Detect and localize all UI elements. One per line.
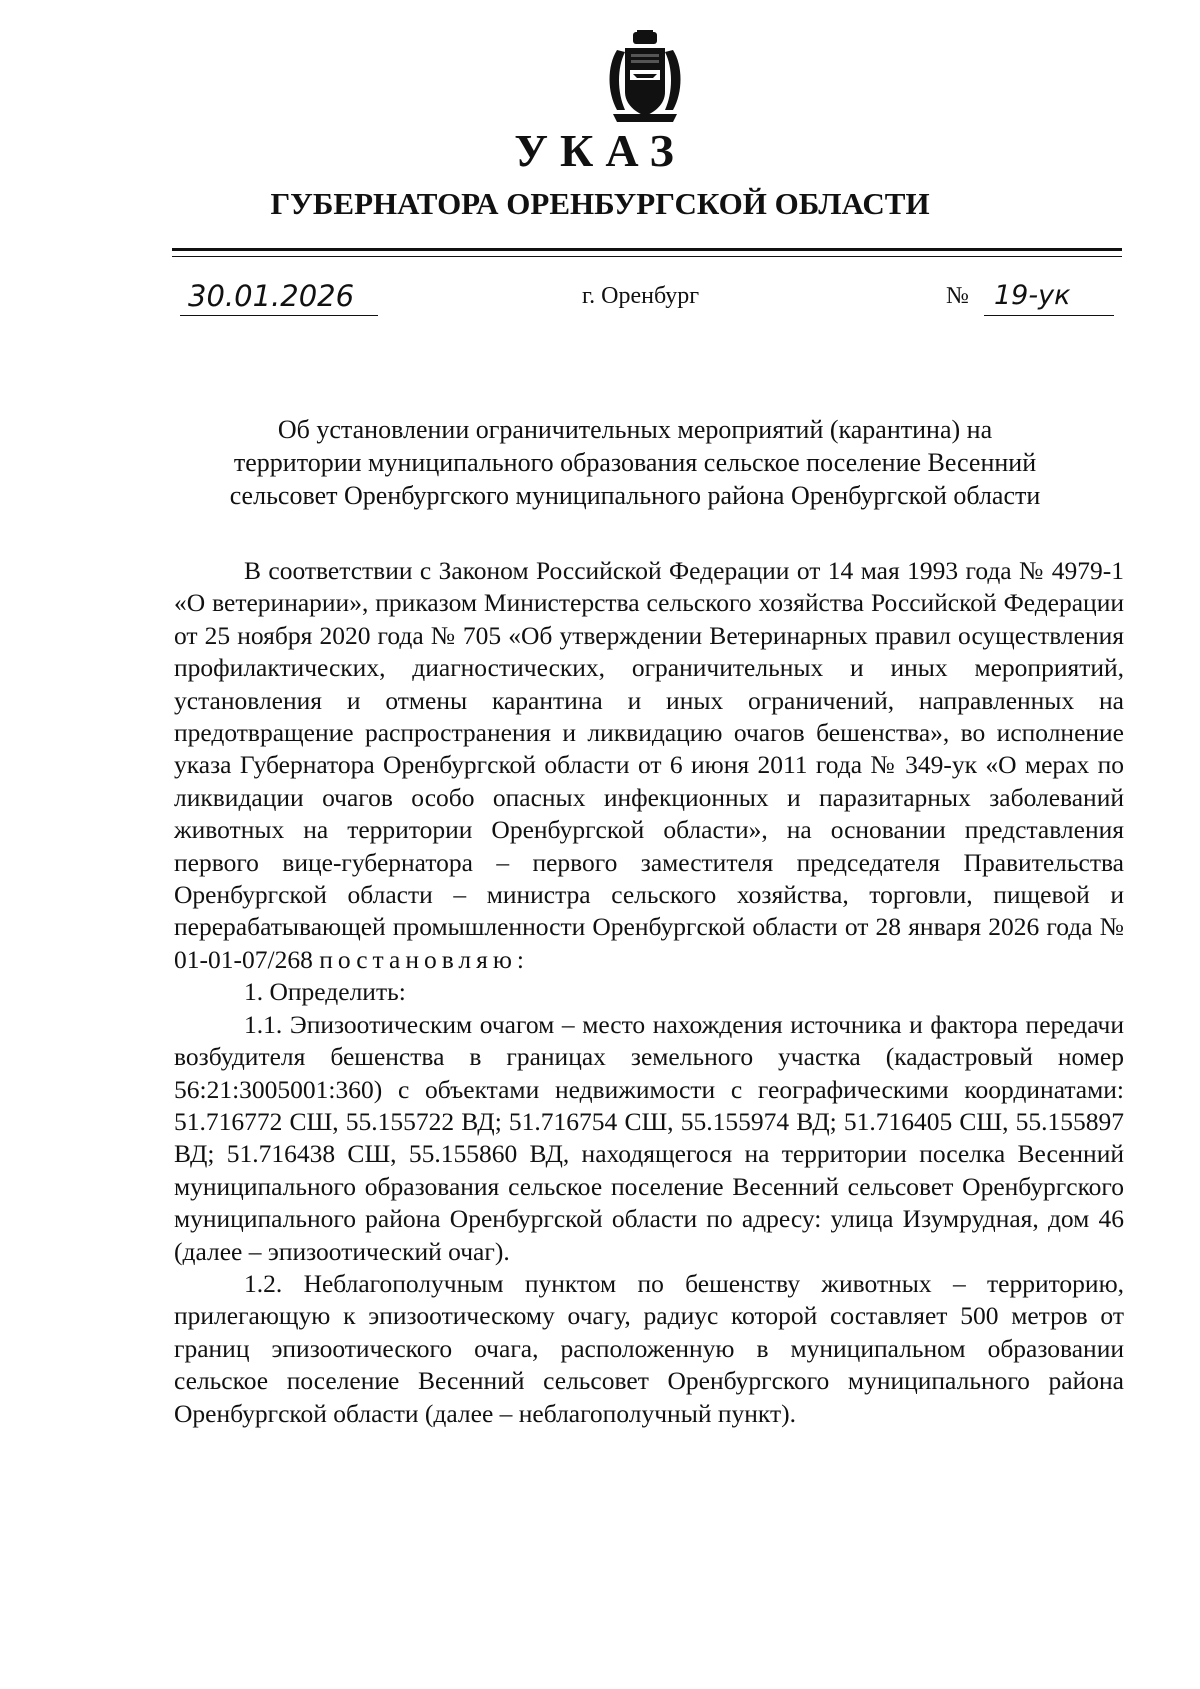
- document-city: г. Оренбург: [582, 283, 700, 309]
- item-1-1: 1.1. Эпизоотическим очагом – место нахождения источника и фактора передачи возбудителя бешенства в границах земельного участка (кадастровый номер 56:21:3005001:360) с объектами недвижимости с географическими координатами: 51.716772 СШ, 55.155722 ВД; 51.716754 СШ, 55.155974 ВД; 51.716405 СШ, 55.155897 ВД; 51.716438 СШ, 55.155860 ВД, находящегося на территории поселка Весенний муниципального образования сельское поселение Весенний сельсовет Оренбургского муниципального района Оренбургской области по адресу: улица Изумрудная, дом 46 (далее – эпизоотический очаг).: [174, 1009, 1124, 1266]
- document-date: 30.01.2026: [180, 277, 378, 316]
- coat-of-arms-icon: [603, 30, 687, 126]
- document-body: [174, 555, 1124, 1430]
- heading-line: сельсовет Оренбургского муниципального района Оренбургской области: [229, 481, 1041, 510]
- document-number-label: №: [946, 283, 969, 309]
- preamble-text: В соответствии с Законом Российской Федерации от 14 мая 1993 года № 4979-1 «О ветеринарии», приказом Министерства сельского хозяйства Российской Федерации от 25 ноября 2020 года № 705 «Об утверждении Ветеринарных правил осуществления профилактических, диагностических, ограничительных и иных мероприятий, установления и отмены карантина и иных ограничений, направленных на предотвращение распространения и ликвидацию очагов бешенства», во исполнение указа Губернатора Оренбургской области от 6 июня 2011 года № 349-ук «О мерах по ликвидации очагов особо опасных инфекционных и паразитарных заболеваний животных на территории Оренбургской области», на основании представления первого вице-губернатора – первого заместителя председателя Правительства Оренбургской области – министра сельского хозяйства, торговли, пищевой и перерабатывающей промышленности Оренбургской области от 28 января 2026 года № 01-01-07/268: [174, 556, 1124, 974]
- document-type-title: УКАЗ: [514, 125, 686, 176]
- heading-line: территории муниципального образования сельское поселение Весенний: [233, 448, 1037, 477]
- issuer-title: ГУБЕРНАТОРА ОРЕНБУРГСКОЙ ОБЛАСТИ: [270, 186, 930, 221]
- item-1: 1. Определить:: [244, 977, 406, 1007]
- document-number: 19-ук: [984, 277, 1114, 316]
- header-divider-thin: [172, 256, 1122, 257]
- header-divider-thick: [172, 248, 1122, 251]
- item-1-2: 1.2. Неблагополучным пунктом по бешенству животных – территорию, прилегающую к эпизоотическому очагу, радиус которой составляет 500 метров от границ эпизоотического очага, расположенную в муниципальном образовании сельское поселение Весенний сельсовет Оренбургского муниципального района Оренбургской области (далее – неблагополучный пункт).: [174, 1268, 1124, 1428]
- preamble-paragraph: [174, 555, 1124, 976]
- document-heading: [190, 413, 1080, 512]
- decree-word: постановляю:: [319, 944, 530, 974]
- heading-line: Об установлении ограничительных мероприятий (карантина) на: [277, 415, 993, 444]
